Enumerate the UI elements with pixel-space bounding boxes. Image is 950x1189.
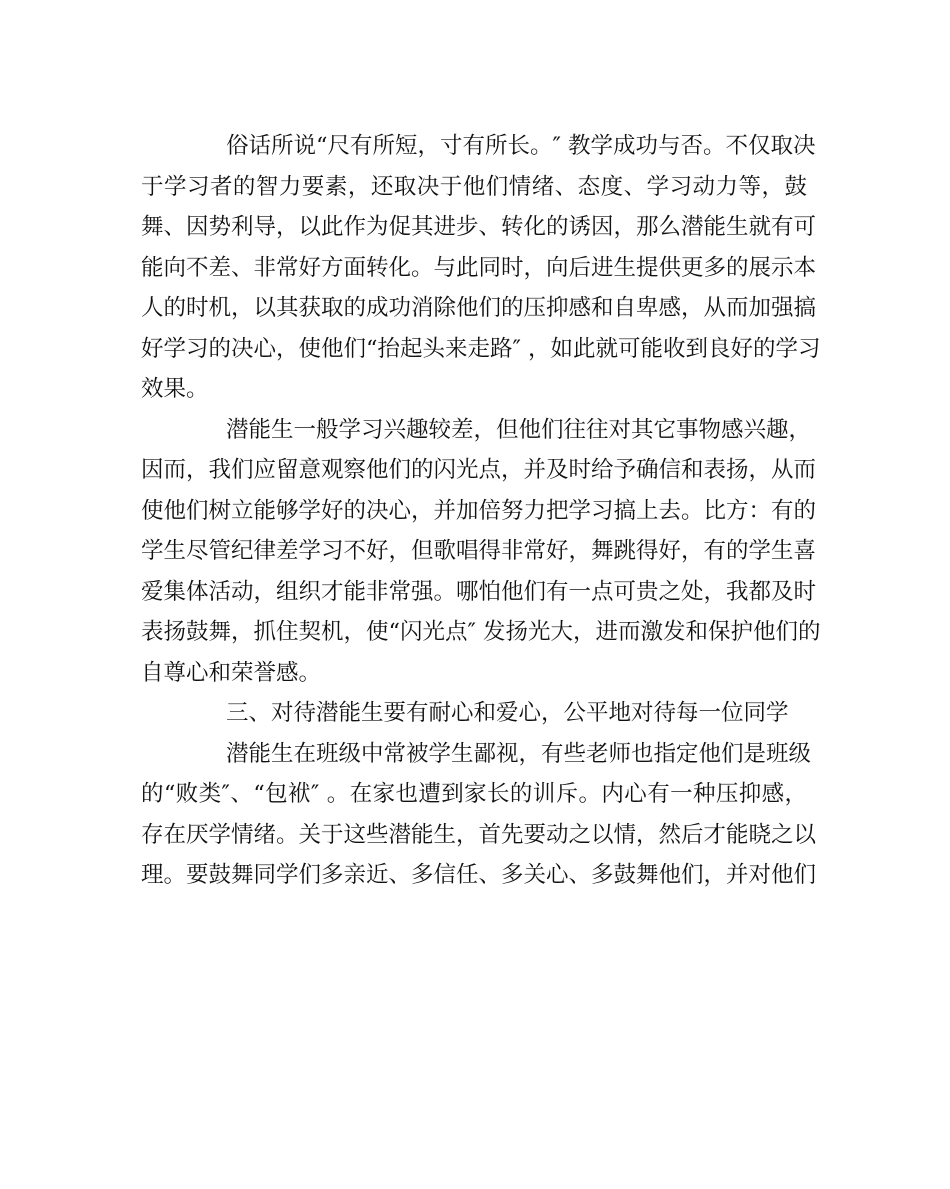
paragraph-patience: [141, 734, 817, 896]
text-line: 潜能生在班级中常被学生鄙视，有些老师也指定他们是班级: [226, 740, 812, 767]
text-line: 效果。: [141, 376, 209, 402]
text-line: 因而，我们应留意观察他们的闪光点，并及时给予确信和表扬，从而: [141, 457, 817, 483]
text-line: 能向不差、非常好方面转化。与此同时，向后进生提供更多的展示本: [141, 254, 817, 281]
paragraph-encouragement: [141, 126, 821, 410]
text-line: 自尊心和荣誉感。: [141, 659, 322, 686]
text-line: 的“败类″、“包袱″ 。在家也遭到家长的训斥。内心有一种压抑感，: [141, 781, 807, 807]
text-line: 好学习的决心，使他们“抬起头来走路″ ，如此就可能收到良好的学习: [141, 335, 821, 362]
text-line: 俗话所说“尺有所短，寸有所长。″ 教学成功与否。不仅取决: [226, 133, 816, 159]
text-line: 使他们树立能够学好的决心，并加倍努力把学习搞上去。比方：有的: [141, 497, 817, 524]
text-line: 理。要鼓舞同学们多亲近、多信任、多关心、多鼓舞他们，并对他们: [141, 862, 817, 888]
text-line: 舞、因势利导，以此作为促其进步、转化的诱因，那么潜能生就有可: [141, 214, 817, 240]
text-line: 人的时机，以其获取的成功消除他们的压抑感和自卑感，从而加强搞: [141, 295, 817, 321]
text-line: 表扬鼓舞，抓住契机，使“闪光点″ 发扬光大，进而激发和保护他们的: [141, 619, 821, 645]
document-body: [141, 126, 821, 896]
section-heading: [141, 693, 807, 734]
text-line: 存在厌学情绪。关于这些潜能生，首先要动之以情，然后才能晓之以: [141, 821, 817, 848]
text-line: 潜能生一般学习兴趣较差，但他们往往对其它事物感兴趣，: [226, 416, 812, 443]
paragraph-bright-spots: [141, 410, 821, 694]
text-line: 于学习者的智力要素，还取决于他们情绪、态度、学习动力等，鼓: [141, 173, 807, 200]
text-line: 学生尽管纪律差学习不好，但歌唱得非常好，舞跳得好，有的学生喜: [141, 538, 817, 564]
text-line: 爱集体活动，组织才能非常强。哪怕他们有一点可贵之处，我都及时: [141, 578, 817, 605]
section-heading-text: 三、对待潜能生要有耐心和爱心，公平地对待每一位同学: [226, 700, 789, 726]
